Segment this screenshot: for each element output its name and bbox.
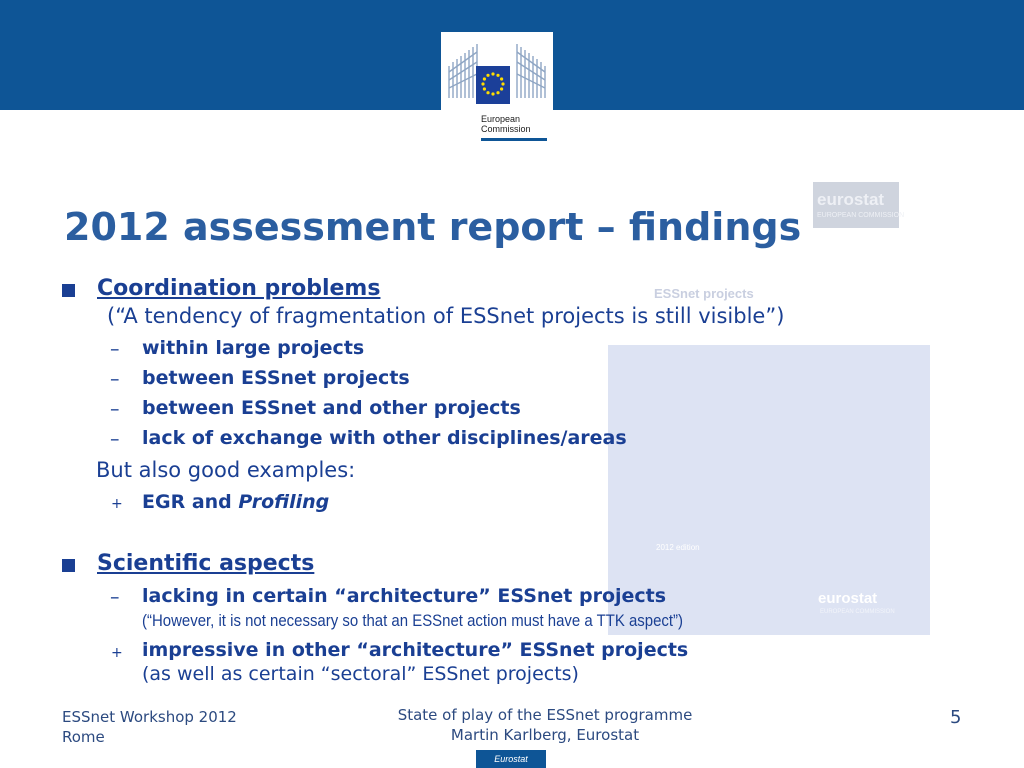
footer-presentation-title: State of play of the ESSnet programme: [397, 706, 693, 724]
plus-marker: +: [111, 496, 123, 512]
dash-marker: –: [110, 586, 120, 608]
footer-location: Rome: [62, 728, 105, 746]
eu-flag: [476, 66, 510, 104]
bullet-square-icon: [62, 559, 75, 572]
dash-marker: –: [110, 368, 120, 390]
page-number: 5: [950, 707, 962, 728]
coordination-quote: (“A tendency of fragmentation of ESSnet projects is still visible”): [107, 304, 785, 328]
list-item: lack of exchange with other disciplines/areas: [142, 427, 627, 449]
list-item: between ESSnet and other projects: [142, 397, 521, 419]
section-heading-coordination: Coordination problems: [97, 276, 381, 301]
cover-edition: 2012 edition: [656, 543, 700, 552]
logo-text: [481, 114, 531, 134]
section-heading-scientific: Scientific aspects: [97, 551, 315, 576]
eu-stars-icon: [476, 66, 510, 104]
list-item: lacking in certain “architecture” ESSnet projects: [142, 585, 667, 607]
list-item: between ESSnet projects: [142, 367, 410, 389]
footer-event: ESSnet Workshop 2012: [62, 708, 237, 726]
logo-rule: [481, 138, 547, 141]
example-italic: Profiling: [238, 491, 330, 513]
good-examples-label: But also good examples:: [96, 458, 356, 482]
cover-brand: eurostat: [818, 590, 878, 607]
footer-center: [330, 705, 760, 745]
logo-line2: Commission: [481, 124, 531, 134]
cover-title: ESSnet projects: [654, 286, 754, 301]
dash-marker: –: [110, 428, 120, 450]
slide-title: 2012 assessment report – findings: [64, 205, 802, 249]
dash-marker: –: [110, 398, 120, 420]
list-item-note: (“However, it is not necessary so that an ESSnet action must have a TTK aspect”): [142, 611, 684, 630]
example-item: [142, 491, 329, 513]
european-commission-logo: [441, 32, 553, 144]
logo-line1: European: [481, 114, 521, 124]
list-item: impressive in other “architecture” ESSnet projects: [142, 639, 689, 661]
footer-left: [62, 707, 237, 747]
dash-marker: –: [110, 338, 120, 360]
eurostat-watermark-sub: EUROPEAN COMMISSION: [817, 212, 905, 219]
bullet-square-icon: [62, 284, 75, 297]
cover-sub: EUROPEAN COMMISSION: [820, 609, 895, 615]
eurostat-footer-tag: Eurostat: [476, 750, 546, 768]
example-bold: EGR and: [142, 491, 239, 513]
eurostat-watermark-brand: eurostat: [817, 190, 885, 209]
footer-author: Martin Karlberg, Eurostat: [450, 726, 640, 744]
list-item: within large projects: [142, 337, 365, 359]
plus-marker: +: [111, 645, 123, 661]
list-item-note: (as well as certain “sectoral” ESSnet projects): [142, 663, 579, 685]
